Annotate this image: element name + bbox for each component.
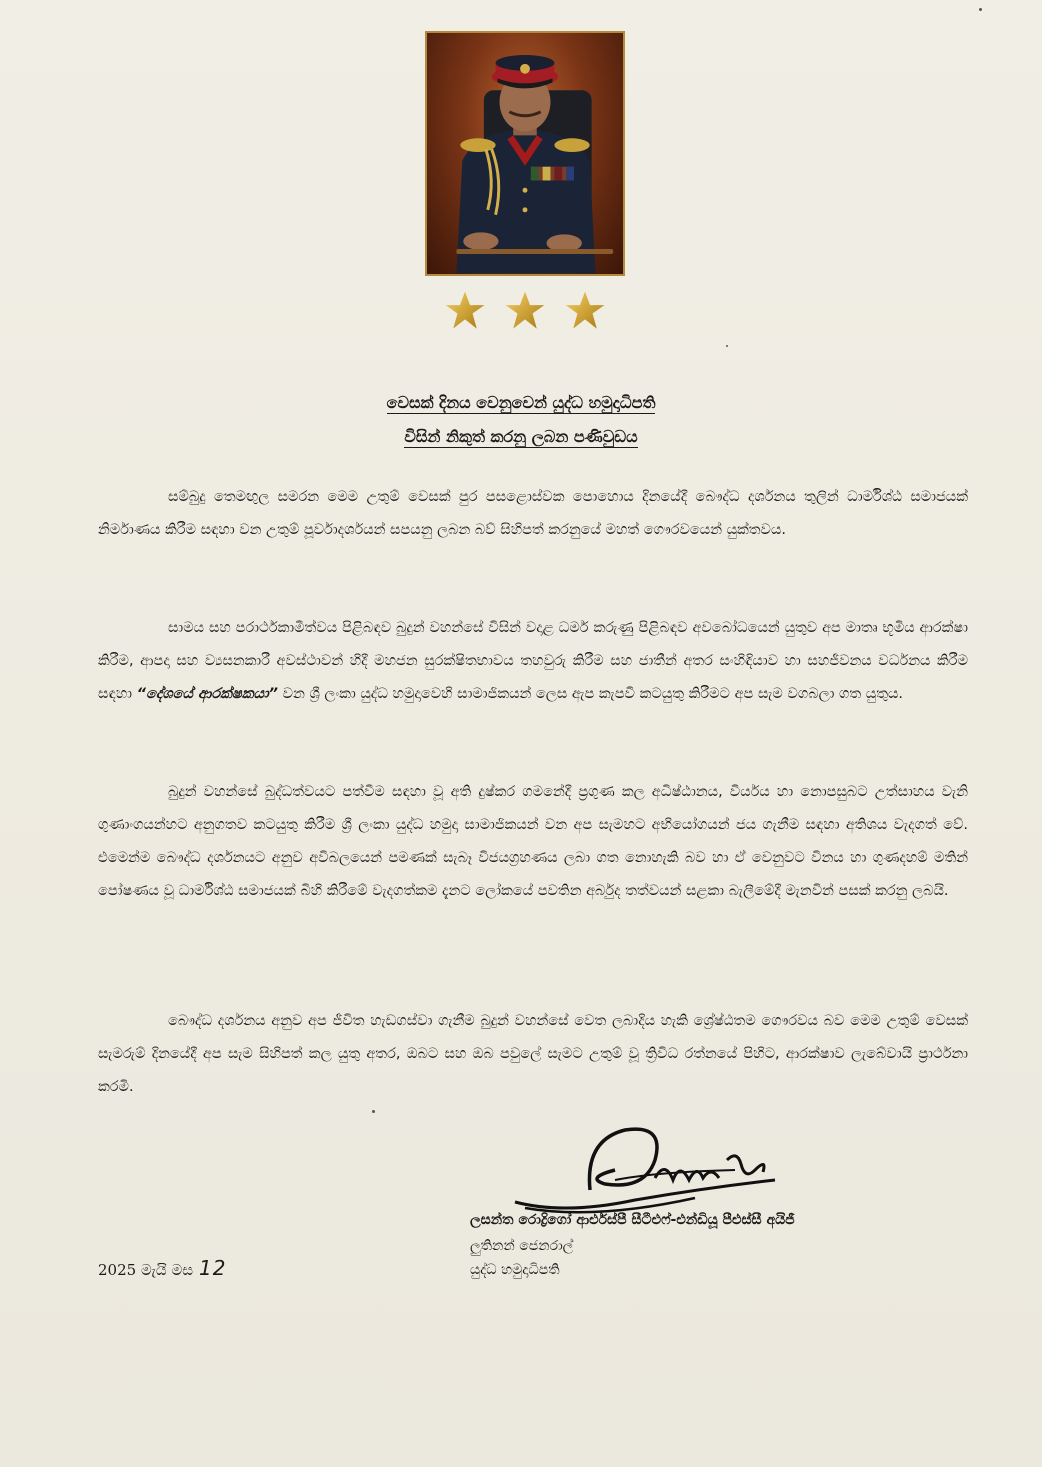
star-icon (444, 290, 486, 332)
paragraph-3: බුදුන් වහන්සේ බුද්ධත්වයට පත්වීම සඳහා වූ අති දුෂ්කර ගමනේදී ප්‍රගුණ කල අධිෂ්ඨානය, වීර්යය හා නොපසුබට උත්සාහය වැනි ගුණාංගයන්හට අනුගතව කටයුතු කිරීම ශ්‍රී ලංකා යුද්ධ හමුදා සාමාජිකයන් වන අප සැමහට අභියෝගයන් ජය ගැනීම සඳහා අතිශය වැදගත් වේ. එමෙන්ම බෞද්ධ දර්ශනයට අනුව අවිබලයෙන් පමණක් සැබෑ විජයග්‍රහණය ලබා ගත නොහැකි බව හා ඒ වෙනුවට විනය හා ගුණදහම් මතින් පෝෂණය වූ ධාර්මිශ්ඨ සමාජයක් බිහි කිරීමේ වැදගත්කම දැනට ලෝකයේ පවතින අර්බුද තත්වයන් සළකා බැලීමේදී මැනවින් පසක් කරනු ලබයි. (98, 784, 968, 899)
handwritten-signature (505, 1120, 785, 1220)
signatory-position: යුද්ධ හමුදාධිපති (470, 1262, 560, 1278)
commander-portrait (425, 31, 625, 276)
message-title-line-2: විසින් නිකුත් කරනු ලබන පණිවුඩය (404, 427, 638, 446)
paper-speck (372, 1110, 375, 1113)
paragraph-2 (98, 612, 968, 711)
date-printed: 2025 මැයි මස (98, 1261, 194, 1279)
paragraph-4: බෞද්ධ දර්ශනය අනුව අප ජීවිත හැඩගස්වා ගැනීම බුදුන් වහන්සේ වෙත ලබාදිය හැකි ශ්‍රේෂ්ඨතම ගෞරවය බව මෙම උතුම් වෙසක් සැමරුම් දිනයේදී අප සැම සිහිපත් කල යුතු අතර, ඔබට සහ ඔබ පවුලේ සැමට උතුම් වූ ත්‍රිවිධ රත්නයේ පිහිට, ආරක්ෂාව ලැබේවායි ප්‍රාර්ථනා කරමි. (98, 1013, 968, 1095)
paper-speck (979, 8, 982, 11)
paragraph-1: සම්බුදු තෙමඟුල සමරන මෙම උතුම් වෙසක් පුර පසළොස්වක පොහොය දිනයේදී බෞද්ධ දර්ශනය තුලින් ධාර්මිශ්ඨ සමාජයක් නිර්මාණය කිරීම සඳහා වන උතුම් පූර්වාදර්ශයන් සපයනු ලබන බව් සිහිපත් කරනුයේ මහත් ගෞරවයෙන් යුක්තවය. (98, 489, 968, 538)
letter-date (98, 1256, 227, 1280)
signatory-rank: ලුතිනන් ජෙනරාල් (470, 1238, 574, 1254)
paragraph-2-text: සාමය සහ පරාර්ථකාමීත්වය පිළිබඳව බුදුන් වහන්සේ විසින් වදාළ ධර්ම කරුණු පිළිබඳව අවබෝධයෙන් යුතුව අප මාතෘ භූමිය ආරක්ෂා කිරීම, ආපදා සහ ව්‍යසනකාරී අවස්ථාවන් හිදී මහජන සුරක්ෂිතභාවය තහවුරු කිරීම සහ ජාතීන් අතර සංහිඳියාව හා සහජීවනය වර්ධනය කිරීම සඳහා (98, 620, 968, 702)
star-icon (564, 290, 606, 332)
signatory-name: ලසන්ත රොද්‍රිගෝ ආර්එස්පී සීටීඑෆ්-එන්ඩියූ පීඑස්සී අයිජී (470, 1212, 795, 1228)
rank-stars (444, 290, 606, 334)
portrait-image (427, 33, 623, 274)
message-title-line-1: වෙසක් දිනය වෙනුවෙන් යුද්ධ හමුදාධිපති (386, 393, 656, 412)
paragraph-2-tail: වන ශ්‍රී ලංකා යුද්ධ හමුදාවෙහි සාමාජිකයන් ලෙස ඇප කැපවී කටයුතු කිරීමට අප සැම වගබලා ගත යුතුය. (282, 686, 904, 702)
date-handwritten-day: 12 (199, 1256, 227, 1280)
star-icon (504, 290, 546, 332)
paragraph-2-quote: “දේශයේ ආරක්ෂකයා” (136, 686, 279, 702)
paper-speck (726, 345, 728, 347)
